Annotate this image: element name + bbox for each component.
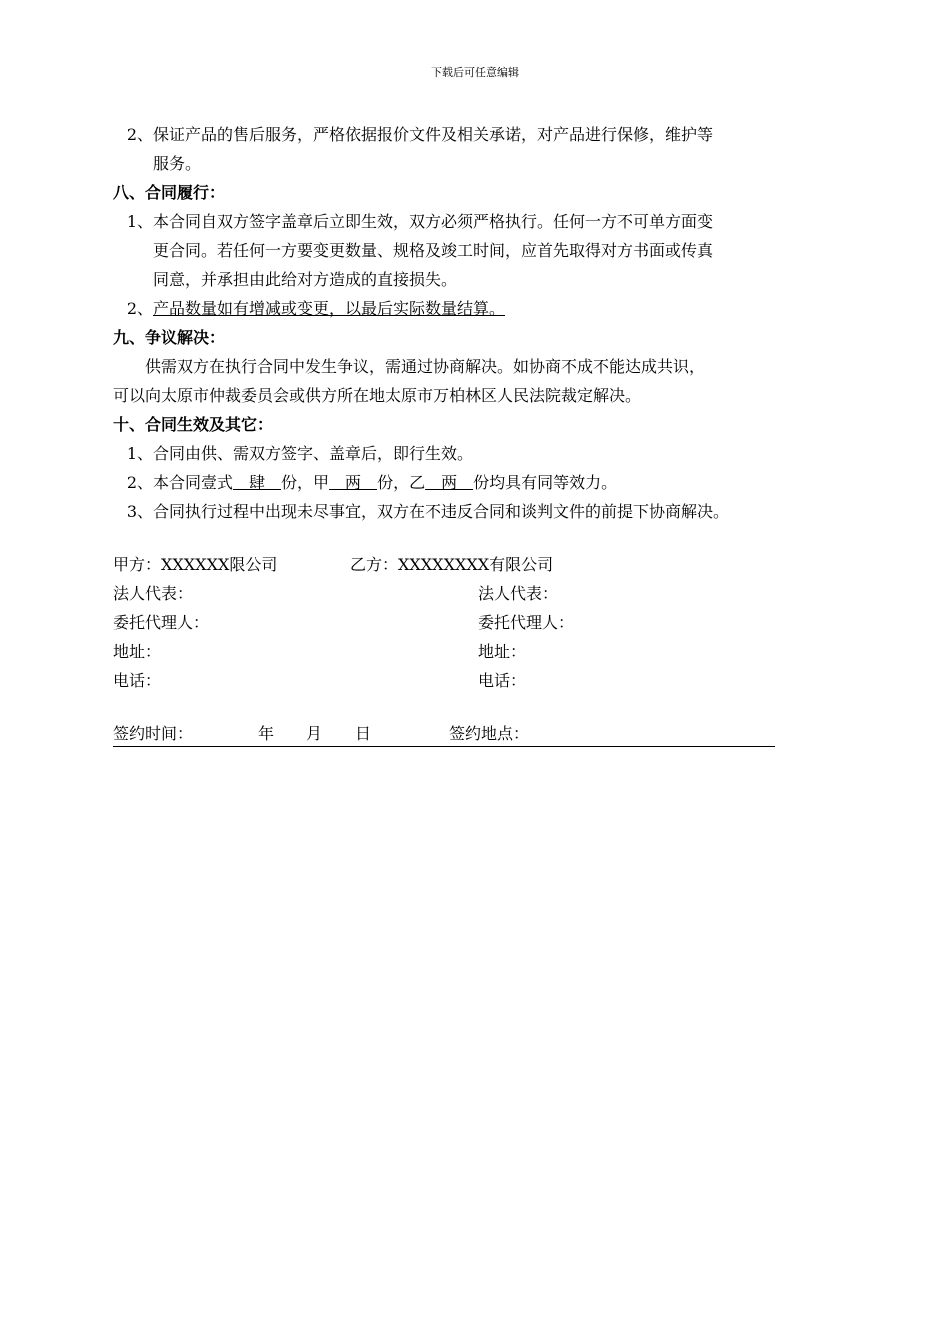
phone-b-label: 电话：	[478, 671, 527, 690]
agent-a-label: 委托代理人：	[113, 613, 210, 632]
section-heading-8: 八、合同履行：	[113, 183, 226, 202]
copies-text-a: 本合同壹式	[153, 473, 234, 492]
item-text-continued: 同意，并承担由此给对方造成的直接损失。	[153, 270, 458, 289]
signing-line	[113, 722, 775, 747]
sec10-item-2	[113, 468, 843, 497]
item-number: 2、	[126, 473, 153, 492]
copies-text-c: 份，乙	[377, 473, 426, 492]
signing-day-label: 日	[355, 724, 372, 743]
paragraph-line: 供需双方在执行合同中发生争议，需通过协商解决。如协商不成不能达成共识，	[145, 357, 706, 376]
address-b-label: 地址：	[478, 642, 527, 661]
address-a-label: 地址：	[113, 642, 162, 661]
item-number: 1、	[126, 212, 153, 231]
signing-time-label: 签约时间：	[113, 724, 194, 743]
item-text-continued: 更合同。若任何一方要变更数量、规格及竣工时间，应首先取得对方书面或传真	[153, 241, 714, 260]
section-heading-10: 十、合同生效及其它：	[113, 415, 274, 434]
agent-row	[113, 608, 843, 637]
party-a-name: 甲方：XXXXXX限公司	[113, 555, 278, 574]
item-number: 1、	[126, 444, 153, 463]
sec7-item-2	[113, 120, 843, 149]
item-number: 2、	[126, 299, 153, 318]
copies-total-field: 肆	[233, 473, 282, 492]
copies-party-a-field: 两	[329, 473, 378, 492]
sec10-item-1	[113, 439, 843, 468]
signing-place-label: 签约地点：	[449, 724, 530, 743]
item-text-underlined: 产品数量如有增减或变更，以最后实际数量结算。	[153, 299, 506, 318]
paragraph-line: 可以向太原市仲裁委员会或供方所在地太原市万柏林区人民法院裁定解决。	[113, 386, 642, 405]
item-text: 本合同自双方签字盖章后立即生效，双方必须严格执行。任何一方不可单方面变	[153, 212, 714, 231]
legal-rep-a-label: 法人代表：	[113, 584, 194, 603]
contract-body	[113, 120, 843, 526]
copies-text-d: 份均具有同等效力。	[473, 473, 618, 492]
legal-rep-row	[113, 579, 843, 608]
phone-row	[113, 666, 843, 695]
sec8-item-2	[113, 294, 843, 323]
item-number: 2、	[126, 125, 153, 144]
address-row	[113, 637, 843, 666]
item-text: 保证产品的售后服务，严格依据报价文件及相关承诺，对产品进行保修，维护等	[153, 125, 714, 144]
signing-month-label: 月	[306, 724, 323, 743]
signature-block	[113, 550, 843, 695]
phone-a-label: 电话：	[113, 671, 162, 690]
signing-year-label: 年	[258, 724, 275, 743]
sec8-item-1	[113, 207, 843, 236]
item-text: 合同执行过程中出现未尽事宜，双方在不违反合同和谈判文件的前提下协商解决。	[153, 502, 730, 521]
copies-text-b: 份，甲	[281, 473, 330, 492]
agent-b-label: 委托代理人：	[478, 613, 575, 632]
party-row	[113, 550, 843, 579]
copies-party-b-field: 两	[425, 473, 474, 492]
item-text-continued: 服务。	[153, 154, 202, 173]
item-text: 合同由供、需双方签字、盖章后，即行生效。	[153, 444, 474, 463]
item-number: 3、	[126, 502, 153, 521]
section-heading-9: 九、争议解决：	[113, 328, 226, 347]
page-header-note: 下载后可任意编辑	[431, 66, 519, 79]
sec10-item-3	[113, 497, 843, 526]
party-b-name: 乙方：XXXXXXXX有限公司	[350, 555, 554, 574]
legal-rep-b-label: 法人代表：	[478, 584, 559, 603]
